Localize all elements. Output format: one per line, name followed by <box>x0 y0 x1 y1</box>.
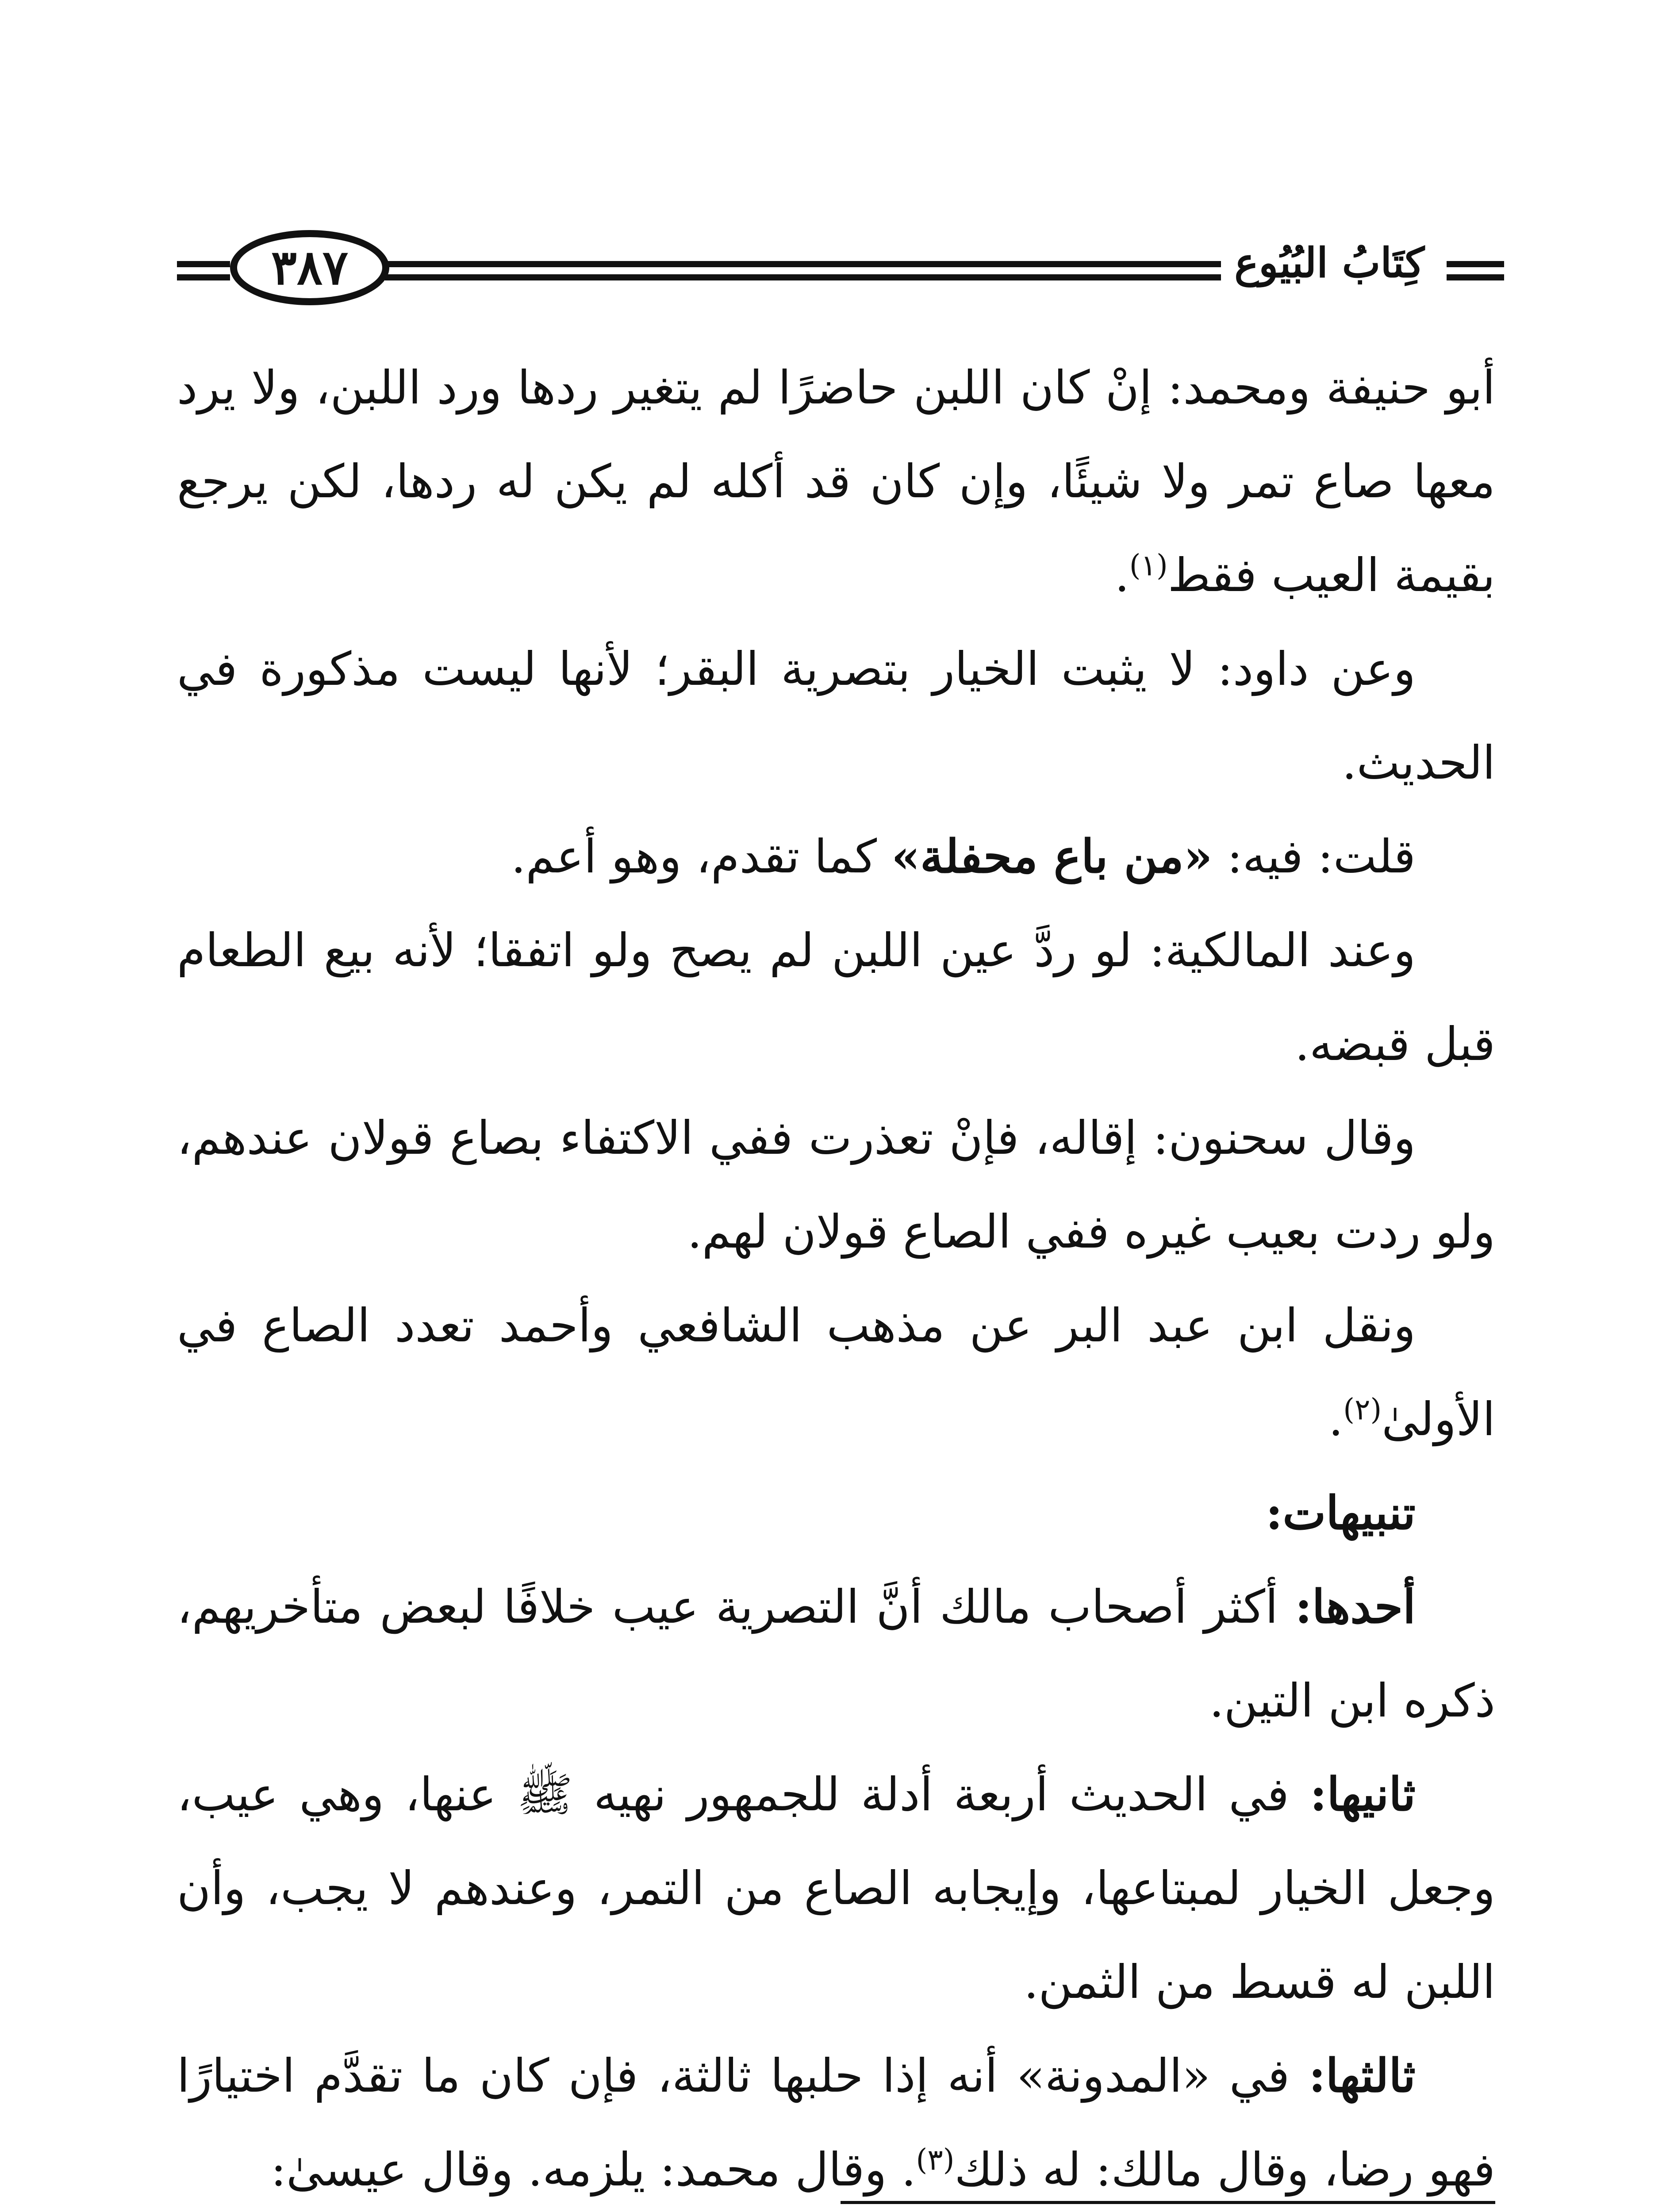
header-rule-left <box>177 257 230 283</box>
bold-text: ثالثها: <box>1309 2048 1416 2103</box>
paragraph <box>177 1560 1495 1747</box>
book-title: كِتَابُ البُيُوع <box>1221 239 1438 287</box>
text-span: . <box>1328 1392 1344 1446</box>
paragraph <box>177 1466 1495 1560</box>
page-header <box>177 226 1504 314</box>
text-span: قلت: فيه: <box>1212 830 1416 883</box>
paragraph <box>177 810 1495 903</box>
paragraph <box>177 1747 1495 2029</box>
text-span: . وقال محمد: يلزمه. وقال عيسىٰ: <box>270 2143 916 2197</box>
main-text <box>177 341 1495 2212</box>
text-span: في الحديث أربعة أدلة للجمهور نهيه ﷺ عنها، وهي عيب، وجعل الخيار لمبتاعها، وإيجابه الصاع من التمر، وعندهم لا يجب، وأن اللبن له قسط من الثمن. <box>177 1767 1495 2009</box>
text-span: أبو حنيفة ومحمد: إنْ كان اللبن حاضرًا لم يتغير ردها ورد اللبن، ولا يرد معها صاع تمر ولا شيئًا، وإن كان قد أكله لم يكن له ردها، لكن يرجع بقيمة العيب فقط <box>177 361 1495 602</box>
bold-text: تنبيهات: <box>1265 1486 1416 1540</box>
footnote-reference: (٣) <box>916 2143 955 2177</box>
text-span: وعند المالكية: لو ردَّ عين اللبن لم يصح ولو اتفقا؛ لأنه بيع الطعام قبل قبضه. <box>177 923 1495 1071</box>
footnote-reference: (١) <box>1129 548 1168 583</box>
bold-text: ثانيها: <box>1310 1767 1416 1821</box>
text-span: . <box>1114 548 1129 602</box>
paragraph <box>177 1279 1495 1466</box>
paragraph <box>177 622 1495 810</box>
text-span: أكثر أصحاب مالك أنَّ التصرية عيب خلافًا لبعض متأخريهم، ذكره ابن التين. <box>177 1580 1495 1728</box>
text-span: وقال سحنون: إقاله، فإنْ تعذرت ففي الاكتفاء بصاع قولان عندهم، ولو ردت بعيب غيره ففي الصاع قولان لهم. <box>177 1111 1495 1259</box>
paragraph <box>177 341 1495 622</box>
paragraph <box>177 1091 1495 1279</box>
header-rule-right <box>1447 257 1504 283</box>
page-number: ٣٨٧ <box>230 230 389 305</box>
footnote-separator <box>841 2201 1495 2204</box>
bold-text: أحدها: <box>1295 1579 1416 1634</box>
paragraph <box>177 903 1495 1091</box>
text-span: في «المدونة» أنه إذا حلبها ثالثة، فإن كان ما تقدَّم اختيارًا فهو رضا، وقال مالك: له ذلك <box>177 2049 1495 2197</box>
footnote-reference: (٢) <box>1343 1392 1382 1427</box>
text-span: ونقل ابن عبد البر عن مذهب الشافعي وأحمد تعدد الصاع في الأولىٰ <box>177 1298 1495 1446</box>
bold-text: «من باع محفلة» <box>891 829 1213 883</box>
text-span: كما تقدم، وهو أعم. <box>511 830 892 883</box>
text-span: وعن داود: لا يثبت الخيار بتصرية البقر؛ لأنها ليست مذكورة في الحديث. <box>177 642 1495 790</box>
paragraph <box>177 2029 1495 2212</box>
